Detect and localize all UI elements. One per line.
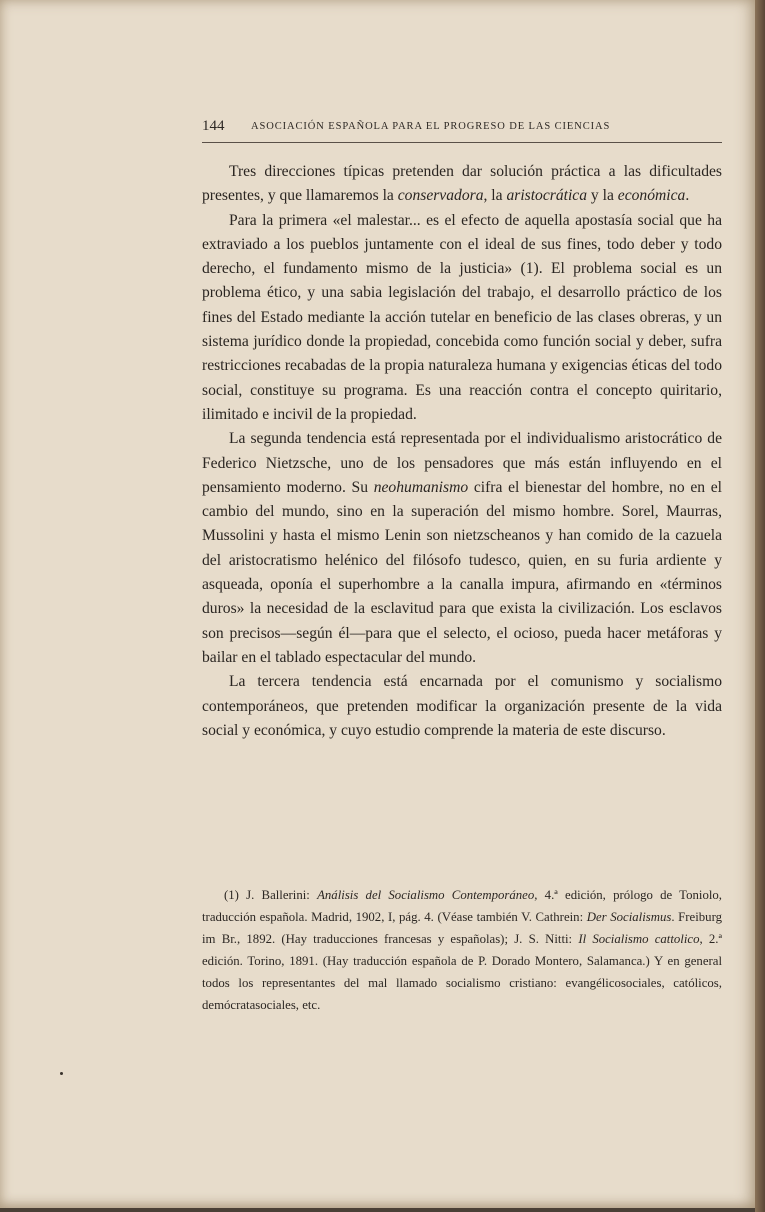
italic-run: Análisis del Socialismo Contemporáneo bbox=[317, 888, 535, 902]
italic-run: aristocrática bbox=[506, 187, 588, 205]
footnote-paragraph bbox=[202, 885, 722, 1016]
main-text bbox=[202, 160, 722, 743]
paragraph bbox=[202, 160, 722, 209]
text-run: cifra el bienestar del hombre, no en el cambio del mundo, sino en la superación del mismo hombre. Sorel, Maurras, Mussolini y hasta el mismo Lenin son nietzscheanos y han comido de la cazuela del aristocratismo helénico del filósofo tudesco, quien, en su furia ardiente y asqueada, oponía el superhombre a la canalla impura, afirmando en «términos duros» la necesidad de la esclavitud para que exista la civilización. Los esclavos son precisos—según él—para que el selecto, el ocioso, pueda hacer metáforas y bailar en el tablado espectacular del mundo. bbox=[202, 478, 722, 666]
paragraph bbox=[202, 670, 722, 743]
italic-run: Der Socialismus bbox=[586, 909, 672, 924]
footnote bbox=[202, 885, 722, 1016]
text-run: . Freiburg im Br., 1892. (Hay traducciones francesas y españolas); J. S. Nitti: bbox=[202, 909, 722, 946]
text-run: Tres direcciones típicas pretenden dar solución práctica a las dificultades presentes, y que llamaremos la bbox=[202, 163, 722, 205]
running-title: ASOCIACIÓN ESPAÑOLA PARA EL PROGRESO DE LAS CIENCIAS bbox=[251, 121, 611, 132]
page-edge bbox=[755, 0, 765, 1212]
italic-run: Il Socialismo cattolico bbox=[578, 931, 700, 946]
paragraph bbox=[202, 209, 722, 428]
text-run: , 4.ª edición, prólogo de Toniolo, traducción española. Madrid, 1902, I, pág. 4. (Véase también V. Cathrein: bbox=[202, 888, 723, 924]
italic-run: conservadora bbox=[397, 187, 484, 205]
page-header bbox=[202, 118, 722, 143]
text-run: . bbox=[685, 187, 690, 205]
paragraph bbox=[202, 427, 722, 670]
text-run: La segunda tendencia está representada por el individualismo aristocrático de Federico Nietzsche, uno de los pensadores que más están influyendo en el pensamiento moderno. Su bbox=[202, 430, 722, 496]
text-run: , la bbox=[483, 187, 507, 205]
text-run: , 2.ª edición. Torino, 1891. (Hay traducción española de P. Dorado Montero, Salamanca.) Y en general todos los representantes del mal llamado socialismo cristiano: evangélicosociales, católicos, demócratasociales, etc. bbox=[202, 931, 722, 1012]
text-run: y la bbox=[587, 187, 618, 205]
italic-run: económica bbox=[617, 187, 686, 205]
page-number: 144 bbox=[202, 118, 225, 134]
italic-run: neohumanismo bbox=[373, 478, 469, 496]
text-run: Para la primera «el malestar... es el efecto de aquella apostasía social que ha extraviado a los pueblos juntamente con el ideal de sus fines, todo deber y todo derecho, el fundamento mismo de la justicia» (1). El problema social es un problema ético, y una sabia legislación del trabajo, el desarrollo práctico de los fines del Estado mediante la acción tutelar en beneficio de las clases obreras, y un sistema jurídico donde la propiedad, concebida como función social y deber, sufra restricciones recabadas de la propia naturaleza humana y exigencias éticas del todo social, constituye su programa. Es una reacción contra el concepto quiritario, ilimitado e incivil de la propiedad. bbox=[202, 211, 722, 423]
text-run: La tercera tendencia está encarnada por el comunismo y socialismo contemporáneos, que pretenden modificar la organización presente de la vida social y económica, y cuyo estudio comprende la materia de este discurso. bbox=[202, 673, 722, 739]
ink-speck bbox=[60, 1072, 63, 1075]
text-run: (1) J. Ballerini: bbox=[224, 888, 318, 902]
